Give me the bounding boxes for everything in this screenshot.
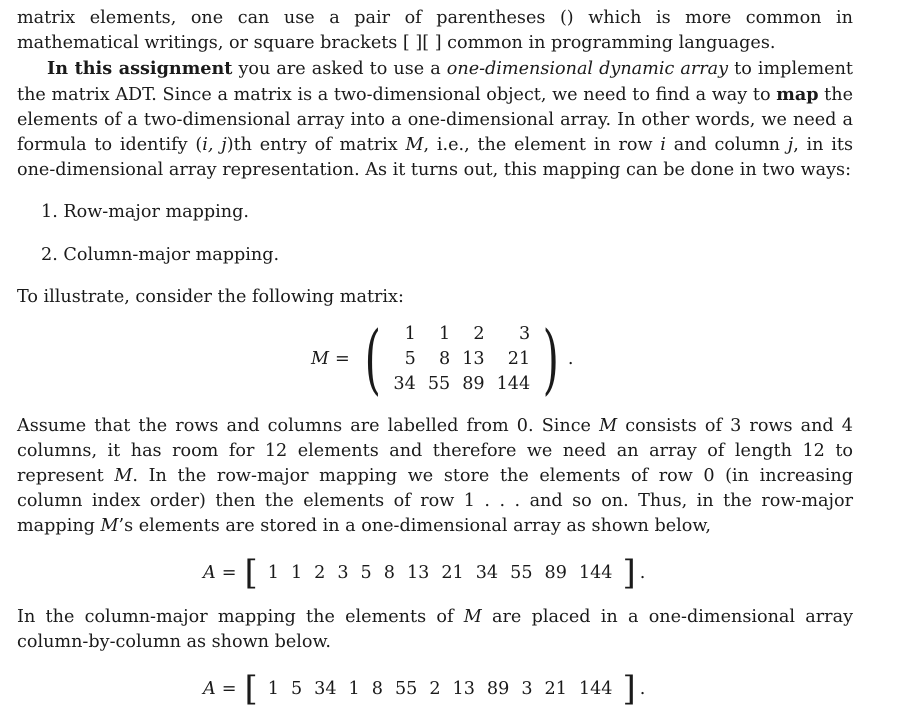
assignment-paragraph [17,56,853,183]
assume-paragraph [17,414,853,539]
left-bracket: [ [244,553,258,593]
matrix-cell: 1 [404,323,416,344]
math-M: M [405,135,424,155]
left-bracket: [ [244,669,258,709]
array-value: 13 [406,563,430,583]
text-span: )th entry of matrix [226,135,406,155]
math-i: i [660,135,666,155]
array-value: 144 [578,563,613,583]
text-span: Assume that the rows and columns are labelled from 0. Since [17,416,600,436]
matrix-cell: 21 [507,348,531,369]
document-page [17,6,853,709]
intro-paragraph: matrix elements, one can use a pair of parentheses () which is more common in mathematical writings, or square brackets [ ][ ] common in programming languages. [17,8,853,53]
bold-lead: In this assignment [47,58,233,79]
array-end-period: . [639,563,646,583]
math-j: j [787,135,794,155]
text-span: are placed in a one-dimensional array column-by-column as shown below. [17,607,854,652]
matrix-cell: 1 [439,323,451,344]
matrix-cell: 2 [473,323,485,344]
array-end-period: . [639,679,646,699]
array-value: 1 [267,679,279,699]
matrix-cell: 3 [518,323,531,344]
text-span: consists of 3 rows and 4 columns, it has room for 12 elements and therefore we need an array of length 12 to represent [17,416,853,486]
matrix-row [387,347,536,372]
matrix-cell: 5 [404,348,416,369]
array-value: 3 [337,563,349,583]
array-value: 8 [371,679,383,699]
matrix-cell: 89 [462,373,485,394]
math-M: M [599,416,618,436]
row-major-values [262,563,619,583]
array-value: 13 [452,679,475,699]
list-number: 2. [41,245,58,265]
mapping-list [41,200,853,268]
row-major-array [17,553,853,593]
matrix-label: M [311,349,330,369]
matrix-cell: 34 [393,373,416,394]
matrix-end-period: . [567,349,574,369]
text-span: In the column-major mapping the elements of [17,607,464,627]
array-value: 34 [475,563,499,583]
right-paren: ) [542,314,560,403]
right-bracket: ] [622,669,636,709]
matrix-display [17,314,853,403]
array-value: 8 [383,563,395,583]
list-text: Column-major mapping. [63,245,280,265]
text-span: ’s elements are stored in a one-dimensional array as shown below, [118,516,711,536]
right-bracket: ] [622,553,636,593]
array-value: 5 [290,679,303,699]
array-value: 144 [578,679,613,699]
math-M: M [463,607,482,627]
equals-sign: = [221,679,237,699]
illustrate-text: To illustrate, consider the following matrix: [17,287,404,307]
text-span: the elements of a two-dimensional array into a one-dimensional array. In other words, we need a formula to identify ( [17,85,853,155]
equals-sign: = [335,349,350,369]
array-value: 21 [441,563,464,583]
matrix-row [387,322,536,347]
text-span: you are asked to use a [232,59,447,79]
array-value: 2 [429,679,441,699]
array-value: 21 [544,679,567,699]
array-label: A [203,563,216,583]
matrix-cell: 144 [496,373,531,394]
matrix-cell: 55 [427,373,451,394]
array-value: 1 [348,679,360,699]
text-span: , i.e., the element in row [423,135,661,155]
array-value: 5 [360,563,372,583]
math-M: M [100,516,119,536]
math-ij: i, j [202,135,227,155]
italic-phrase: one-dimensional dynamic array [446,59,729,79]
matrix-cell: 13 [462,348,485,369]
list-item [41,200,853,225]
bold-map: map [776,84,819,105]
array-value: 55 [394,679,418,699]
column-paragraph [17,605,853,655]
array-value: 34 [314,679,337,699]
array-label: A [203,679,216,699]
array-value: 2 [314,563,326,583]
array-value: 3 [521,679,533,699]
list-text: Row-major mapping. [63,202,249,222]
column-major-values [262,679,619,699]
matrix-table [387,322,536,397]
array-value: 89 [486,679,510,699]
list-item [41,243,853,268]
column-major-array [17,669,853,709]
text-span: . In the row-major mapping we store the elements of row 0 (in increasing column index order) then the elements of row 1 . . . and so on. Thus, in the row-major mapping [17,466,853,536]
text-span: and column [665,135,788,155]
array-value: 55 [510,563,533,583]
matrix-row [387,372,536,397]
array-value: 1 [290,563,303,583]
array-value: 89 [544,563,567,583]
math-M: M [114,466,133,486]
array-value: 1 [267,563,279,583]
text-span: , in its one-dimensional array representation. As it turns out, this mapping can be done in two ways: [17,135,854,180]
matrix-cell: 8 [439,348,451,369]
equals-sign: = [221,563,237,583]
list-number: 1. [41,202,58,222]
text-span: to implement the matrix ADT. Since a matrix is a two-dimensional object, we need to find a way to [17,59,853,105]
left-paren: ( [364,314,381,403]
